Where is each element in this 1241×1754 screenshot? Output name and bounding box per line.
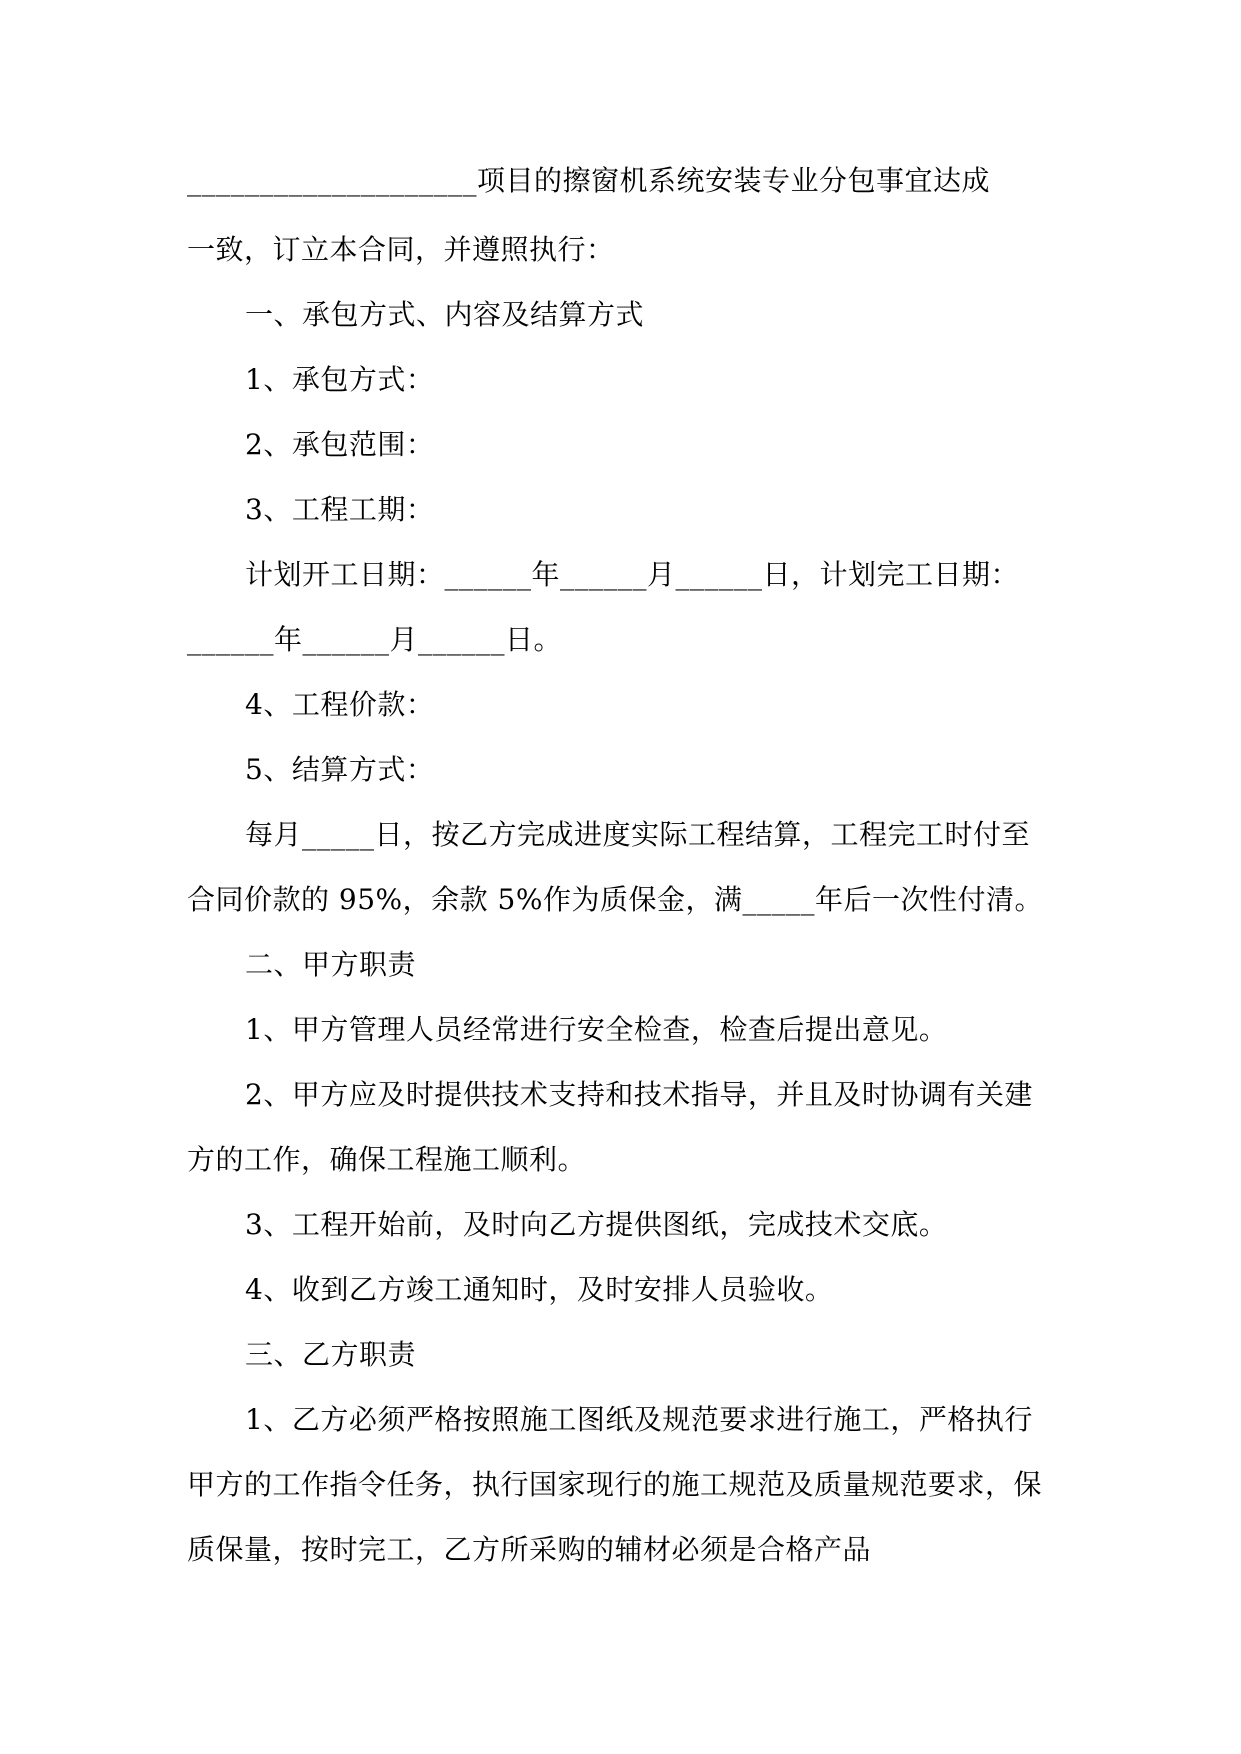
party-a-duty-2-continuation: 方的工作，确保工程施工顺利。 [187,1143,587,1176]
section-3-heading: 三、乙方职责 [245,1338,417,1371]
contract-intro-line: ____________________项目的擦窗机系统安装专业分包事宜达成 [187,164,991,197]
party-a-duty-3: 3、工程开始前，及时向乙方提供图纸，完成技术交底。 [245,1208,948,1241]
item-project-price: 4、工程价款： [245,688,435,721]
settlement-clause-continuation: 合同价款的 95%，余款 5%作为质保金，满_____年后一次性付清。 [187,883,1043,916]
planned-dates-continuation: ______年______月______日。 [187,623,563,656]
settlement-clause-line: 每月_____日，按乙方完成进度实际工程结算，工程完工时付至 [245,818,1031,851]
party-a-duty-4: 4、收到乙方竣工通知时，及时安排人员验收。 [245,1273,834,1306]
contract-intro-continuation: 一致，订立本合同，并遵照执行： [187,233,615,266]
party-a-duty-2: 2、甲方应及时提供技术支持和技术指导，并且及时协调有关建 [245,1078,1033,1111]
planned-dates-line: 计划开工日期：______年______月______日，计划完工日期： [245,558,1020,591]
party-b-duty-1-continuation-1: 甲方的工作指令任务，执行国家现行的施工规范及质量规范要求，保 [187,1468,1043,1501]
item-construction-period: 3、工程工期： [245,493,435,526]
party-a-duty-1: 1、甲方管理人员经常进行安全检查，检查后提出意见。 [245,1013,948,1046]
item-contract-method: 1、承包方式： [245,363,435,396]
party-b-duty-1-continuation-2: 质保量，按时完工，乙方所采购的辅材必须是合格产品 [187,1533,872,1566]
section-1-heading: 一、承包方式、内容及结算方式 [245,298,645,331]
item-contract-scope: 2、承包范围： [245,428,435,461]
section-2-heading: 二、甲方职责 [245,948,417,981]
item-settlement-method: 5、结算方式： [245,753,435,786]
party-b-duty-1: 1、乙方必须严格按照施工图纸及规范要求进行施工，严格执行 [245,1403,1033,1436]
